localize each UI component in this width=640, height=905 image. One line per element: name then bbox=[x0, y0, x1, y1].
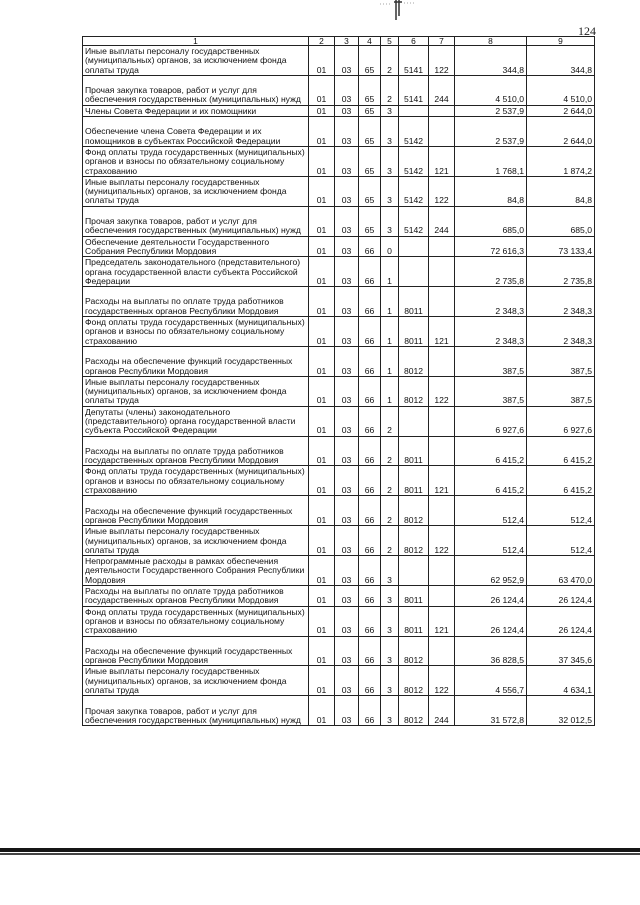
cell-col-5: 1 bbox=[381, 287, 399, 317]
cell-col-5: 2 bbox=[381, 75, 399, 105]
cell-col-9: 2 644,0 bbox=[527, 117, 595, 147]
cell-col-3: 03 bbox=[335, 176, 359, 206]
cell-col-7 bbox=[429, 636, 455, 666]
table-row bbox=[83, 146, 595, 176]
row-description: Расходы на выплаты по оплате труда работников государственных органов Республики Мордовия bbox=[83, 436, 309, 466]
cell-col-3: 03 bbox=[335, 75, 359, 105]
cell-col-9: 387,5 bbox=[527, 376, 595, 406]
cell-col-3: 03 bbox=[335, 146, 359, 176]
table-row bbox=[83, 105, 595, 116]
row-description: Председатель законодательного (представительного) органа государственной власти субъекта Российской Федерации bbox=[83, 257, 309, 287]
cell-col-8: 2 537,9 bbox=[455, 105, 527, 116]
cell-col-2: 01 bbox=[309, 146, 335, 176]
cell-col-3: 03 bbox=[335, 556, 359, 586]
col-header-3: 3 bbox=[335, 37, 359, 46]
cell-col-8: 2 537,9 bbox=[455, 117, 527, 147]
cell-col-8: 4 556,7 bbox=[455, 666, 527, 696]
cell-col-9: 37 345,6 bbox=[527, 636, 595, 666]
cell-col-2: 01 bbox=[309, 75, 335, 105]
cell-col-5: 3 bbox=[381, 206, 399, 236]
cell-col-7: 244 bbox=[429, 75, 455, 105]
cell-col-4: 66 bbox=[359, 636, 381, 666]
cell-col-5: 0 bbox=[381, 236, 399, 257]
cell-col-8: 4 510,0 bbox=[455, 75, 527, 105]
cell-col-6: 5142 bbox=[399, 117, 429, 147]
cell-col-9: 26 124,4 bbox=[527, 606, 595, 636]
table-row bbox=[83, 606, 595, 636]
row-description: Иные выплаты персоналу государственных (муниципальных) органов, за исключением фонда оплаты труда bbox=[83, 526, 309, 556]
cell-col-2: 01 bbox=[309, 176, 335, 206]
row-description: Обеспечение деятельности Государственного Собрания Республики Мордовия bbox=[83, 236, 309, 257]
table-row bbox=[83, 496, 595, 526]
cell-col-3: 03 bbox=[335, 236, 359, 257]
cell-col-8: 2 348,3 bbox=[455, 317, 527, 347]
cell-col-6: 5141 bbox=[399, 46, 429, 76]
table-row bbox=[83, 346, 595, 376]
cell-col-5: 3 bbox=[381, 105, 399, 116]
cell-col-9: 2 644,0 bbox=[527, 105, 595, 116]
table-row bbox=[83, 46, 595, 76]
row-description: Иные выплаты персоналу государственных (муниципальных) органов, за исключением фонда оплаты труда bbox=[83, 176, 309, 206]
cell-col-4: 65 bbox=[359, 105, 381, 116]
table-row bbox=[83, 206, 595, 236]
table-row bbox=[83, 117, 595, 147]
cell-col-7: 122 bbox=[429, 526, 455, 556]
row-description: Фонд оплаты труда государственных (муниципальных) органов и взносы по обязательному социальному страхованию bbox=[83, 146, 309, 176]
cell-col-5: 2 bbox=[381, 496, 399, 526]
cell-col-8: 6 927,6 bbox=[455, 406, 527, 436]
row-description: Члены Совета Федерации и их помощники bbox=[83, 105, 309, 116]
cell-col-6 bbox=[399, 406, 429, 436]
row-description: Депутаты (члены) законодательного (представительного) органа государственной власти субъекта Российской Федерации bbox=[83, 406, 309, 436]
cell-col-2: 01 bbox=[309, 376, 335, 406]
cell-col-4: 66 bbox=[359, 287, 381, 317]
cell-col-7 bbox=[429, 406, 455, 436]
cell-col-4: 65 bbox=[359, 206, 381, 236]
cell-col-2: 01 bbox=[309, 696, 335, 726]
row-description: Прочая закупка товаров, работ и услуг для обеспечения государственных (муниципальных) нужд bbox=[83, 75, 309, 105]
cell-col-6: 8011 bbox=[399, 586, 429, 607]
cell-col-6: 8011 bbox=[399, 436, 429, 466]
cell-col-7: 121 bbox=[429, 466, 455, 496]
cell-col-6: 8011 bbox=[399, 466, 429, 496]
cell-col-7 bbox=[429, 346, 455, 376]
cell-col-7: 244 bbox=[429, 206, 455, 236]
cell-col-6: 5142 bbox=[399, 206, 429, 236]
cell-col-6: 8012 bbox=[399, 636, 429, 666]
cell-col-3: 03 bbox=[335, 466, 359, 496]
row-description: Расходы на обеспечение функций государственных органов Республики Мордовия bbox=[83, 636, 309, 666]
cell-col-2: 01 bbox=[309, 606, 335, 636]
row-description: Расходы на обеспечение функций государственных органов Республики Мордовия bbox=[83, 346, 309, 376]
cell-col-7 bbox=[429, 496, 455, 526]
cell-col-4: 66 bbox=[359, 526, 381, 556]
cell-col-5: 2 bbox=[381, 406, 399, 436]
cell-col-7: 244 bbox=[429, 696, 455, 726]
budget-table-body bbox=[83, 46, 595, 726]
cell-col-3: 03 bbox=[335, 376, 359, 406]
cell-col-6 bbox=[399, 257, 429, 287]
cell-col-2: 01 bbox=[309, 46, 335, 76]
cell-col-5: 3 bbox=[381, 636, 399, 666]
cell-col-2: 01 bbox=[309, 236, 335, 257]
col-header-7: 7 bbox=[429, 37, 455, 46]
cell-col-6 bbox=[399, 105, 429, 116]
cell-col-5: 2 bbox=[381, 436, 399, 466]
cell-col-9: 4 634,1 bbox=[527, 666, 595, 696]
row-description: Непрограммные расходы в рамках обеспечения деятельности Государственного Собрания Республики Мордовия bbox=[83, 556, 309, 586]
cell-col-2: 01 bbox=[309, 206, 335, 236]
cell-col-6: 5142 bbox=[399, 146, 429, 176]
cell-col-4: 66 bbox=[359, 236, 381, 257]
table-row bbox=[83, 75, 595, 105]
col-header-6: 6 bbox=[399, 37, 429, 46]
cell-col-9: 344,8 bbox=[527, 46, 595, 76]
cell-col-8: 2 348,3 bbox=[455, 287, 527, 317]
page-number: 124 bbox=[578, 24, 596, 38]
cell-col-5: 3 bbox=[381, 146, 399, 176]
row-description: Прочая закупка товаров, работ и услуг для обеспечения государственных (муниципальных) нужд bbox=[83, 206, 309, 236]
cell-col-2: 01 bbox=[309, 257, 335, 287]
scan-artifact-mark bbox=[380, 0, 416, 22]
col-header-2: 2 bbox=[309, 37, 335, 46]
cell-col-3: 03 bbox=[335, 46, 359, 76]
row-description: Фонд оплаты труда государственных (муниципальных) органов и взносы по обязательному социальному страхованию bbox=[83, 606, 309, 636]
cell-col-7 bbox=[429, 287, 455, 317]
cell-col-6: 5142 bbox=[399, 176, 429, 206]
row-description: Расходы на выплаты по оплате труда работников государственных органов Республики Мордовия bbox=[83, 287, 309, 317]
row-description: Иные выплаты персоналу государственных (муниципальных) органов, за исключением фонда оплаты труда bbox=[83, 666, 309, 696]
budget-table bbox=[82, 36, 595, 726]
cell-col-2: 01 bbox=[309, 586, 335, 607]
cell-col-4: 66 bbox=[359, 466, 381, 496]
col-header-9: 9 bbox=[527, 37, 595, 46]
cell-col-8: 344,8 bbox=[455, 46, 527, 76]
cell-col-8: 6 415,2 bbox=[455, 466, 527, 496]
cell-col-9: 2 348,3 bbox=[527, 287, 595, 317]
cell-col-3: 03 bbox=[335, 406, 359, 436]
cell-col-7: 121 bbox=[429, 606, 455, 636]
cell-col-5: 1 bbox=[381, 376, 399, 406]
cell-col-3: 03 bbox=[335, 105, 359, 116]
cell-col-3: 03 bbox=[335, 317, 359, 347]
cell-col-6: 8012 bbox=[399, 376, 429, 406]
cell-col-9: 6 927,6 bbox=[527, 406, 595, 436]
row-description: Обеспечение члена Совета Федерации и их помощников в субъектах Российской Федерации bbox=[83, 117, 309, 147]
row-description: Фонд оплаты труда государственных (муниципальных) органов и взносы по обязательному социальному страхованию bbox=[83, 317, 309, 347]
table-row bbox=[83, 466, 595, 496]
cell-col-5: 1 bbox=[381, 346, 399, 376]
cell-col-6: 8011 bbox=[399, 317, 429, 347]
cell-col-6: 8012 bbox=[399, 526, 429, 556]
bottom-scan-border bbox=[0, 848, 640, 852]
table-row bbox=[83, 556, 595, 586]
cell-col-4: 66 bbox=[359, 436, 381, 466]
cell-col-2: 01 bbox=[309, 346, 335, 376]
cell-col-8: 84,8 bbox=[455, 176, 527, 206]
col-header-4: 4 bbox=[359, 37, 381, 46]
cell-col-3: 03 bbox=[335, 586, 359, 607]
cell-col-7: 122 bbox=[429, 666, 455, 696]
cell-col-4: 66 bbox=[359, 317, 381, 347]
cell-col-3: 03 bbox=[335, 346, 359, 376]
cell-col-8: 36 828,5 bbox=[455, 636, 527, 666]
cell-col-2: 01 bbox=[309, 496, 335, 526]
cell-col-2: 01 bbox=[309, 287, 335, 317]
cell-col-3: 03 bbox=[335, 526, 359, 556]
cell-col-7 bbox=[429, 586, 455, 607]
cell-col-7: 121 bbox=[429, 146, 455, 176]
cell-col-8: 1 768,1 bbox=[455, 146, 527, 176]
cell-col-5: 3 bbox=[381, 606, 399, 636]
cell-col-6: 5141 bbox=[399, 75, 429, 105]
cell-col-2: 01 bbox=[309, 636, 335, 666]
bottom-scan-border-secondary bbox=[0, 853, 640, 855]
row-description: Иные выплаты персоналу государственных (муниципальных) органов, за исключением фонда оплаты труда bbox=[83, 46, 309, 76]
cell-col-6 bbox=[399, 236, 429, 257]
cell-col-7 bbox=[429, 257, 455, 287]
cell-col-4: 66 bbox=[359, 696, 381, 726]
cell-col-5: 3 bbox=[381, 586, 399, 607]
cell-col-9: 2 735,8 bbox=[527, 257, 595, 287]
cell-col-9: 2 348,3 bbox=[527, 317, 595, 347]
cell-col-4: 65 bbox=[359, 176, 381, 206]
cell-col-7: 122 bbox=[429, 376, 455, 406]
cell-col-7 bbox=[429, 117, 455, 147]
cell-col-2: 01 bbox=[309, 406, 335, 436]
row-description: Расходы на обеспечение функций государственных органов Республики Мордовия bbox=[83, 496, 309, 526]
cell-col-8: 26 124,4 bbox=[455, 606, 527, 636]
cell-col-3: 03 bbox=[335, 606, 359, 636]
cell-col-9: 387,5 bbox=[527, 346, 595, 376]
cell-col-5: 3 bbox=[381, 556, 399, 586]
cell-col-4: 65 bbox=[359, 75, 381, 105]
cell-col-9: 32 012,5 bbox=[527, 696, 595, 726]
cell-col-2: 01 bbox=[309, 466, 335, 496]
cell-col-5: 2 bbox=[381, 466, 399, 496]
col-header-5: 5 bbox=[381, 37, 399, 46]
cell-col-5: 3 bbox=[381, 176, 399, 206]
cell-col-3: 03 bbox=[335, 257, 359, 287]
cell-col-9: 73 133,4 bbox=[527, 236, 595, 257]
table-row bbox=[83, 526, 595, 556]
cell-col-7 bbox=[429, 556, 455, 586]
cell-col-6: 8011 bbox=[399, 287, 429, 317]
cell-col-2: 01 bbox=[309, 556, 335, 586]
cell-col-6: 8012 bbox=[399, 496, 429, 526]
cell-col-8: 26 124,4 bbox=[455, 586, 527, 607]
table-row bbox=[83, 376, 595, 406]
cell-col-8: 512,4 bbox=[455, 496, 527, 526]
table-row bbox=[83, 317, 595, 347]
cell-col-9: 63 470,0 bbox=[527, 556, 595, 586]
cell-col-7: 122 bbox=[429, 46, 455, 76]
cell-col-2: 01 bbox=[309, 436, 335, 466]
cell-col-2: 01 bbox=[309, 317, 335, 347]
cell-col-2: 01 bbox=[309, 105, 335, 116]
table-row bbox=[83, 257, 595, 287]
row-description: Фонд оплаты труда государственных (муниципальных) органов и взносы по обязательному социальному страхованию bbox=[83, 466, 309, 496]
cell-col-5: 2 bbox=[381, 526, 399, 556]
cell-col-5: 1 bbox=[381, 257, 399, 287]
cell-col-4: 65 bbox=[359, 146, 381, 176]
cell-col-6: 8012 bbox=[399, 696, 429, 726]
cell-col-4: 66 bbox=[359, 556, 381, 586]
cell-col-4: 66 bbox=[359, 346, 381, 376]
col-header-8: 8 bbox=[455, 37, 527, 46]
cell-col-5: 2 bbox=[381, 46, 399, 76]
cell-col-9: 512,4 bbox=[527, 526, 595, 556]
cell-col-9: 26 124,4 bbox=[527, 586, 595, 607]
cell-col-8: 2 735,8 bbox=[455, 257, 527, 287]
row-description: Иные выплаты персоналу государственных (муниципальных) органов, за исключением фонда оплаты труда bbox=[83, 376, 309, 406]
cell-col-9: 512,4 bbox=[527, 496, 595, 526]
cell-col-9: 4 510,0 bbox=[527, 75, 595, 105]
cell-col-4: 66 bbox=[359, 606, 381, 636]
table-row bbox=[83, 666, 595, 696]
cell-col-9: 84,8 bbox=[527, 176, 595, 206]
cell-col-5: 1 bbox=[381, 317, 399, 347]
cell-col-7: 122 bbox=[429, 176, 455, 206]
row-description: Прочая закупка товаров, работ и услуг для обеспечения государственных (муниципальных) нужд bbox=[83, 696, 309, 726]
cell-col-5: 3 bbox=[381, 117, 399, 147]
cell-col-9: 6 415,2 bbox=[527, 466, 595, 496]
table-row bbox=[83, 636, 595, 666]
cell-col-3: 03 bbox=[335, 287, 359, 317]
cell-col-3: 03 bbox=[335, 666, 359, 696]
cell-col-3: 03 bbox=[335, 117, 359, 147]
cell-col-4: 66 bbox=[359, 257, 381, 287]
cell-col-8: 685,0 bbox=[455, 206, 527, 236]
cell-col-2: 01 bbox=[309, 117, 335, 147]
cell-col-7 bbox=[429, 236, 455, 257]
cell-col-8: 31 572,8 bbox=[455, 696, 527, 726]
row-description: Расходы на выплаты по оплате труда работников государственных органов Республики Мордовия bbox=[83, 586, 309, 607]
cell-col-2: 01 bbox=[309, 666, 335, 696]
table-row bbox=[83, 406, 595, 436]
cell-col-5: 3 bbox=[381, 696, 399, 726]
cell-col-4: 65 bbox=[359, 46, 381, 76]
cell-col-8: 6 415,2 bbox=[455, 436, 527, 466]
cell-col-4: 66 bbox=[359, 666, 381, 696]
cell-col-8: 62 952,9 bbox=[455, 556, 527, 586]
cell-col-4: 66 bbox=[359, 586, 381, 607]
cell-col-4: 65 bbox=[359, 117, 381, 147]
cell-col-2: 01 bbox=[309, 526, 335, 556]
cell-col-3: 03 bbox=[335, 696, 359, 726]
cell-col-9: 6 415,2 bbox=[527, 436, 595, 466]
cell-col-7 bbox=[429, 436, 455, 466]
cell-col-5: 3 bbox=[381, 666, 399, 696]
col-header-1: 1 bbox=[83, 37, 309, 46]
cell-col-6: 8012 bbox=[399, 346, 429, 376]
cell-col-4: 66 bbox=[359, 496, 381, 526]
cell-col-6: 8012 bbox=[399, 666, 429, 696]
cell-col-7: 121 bbox=[429, 317, 455, 347]
table-row bbox=[83, 287, 595, 317]
cell-col-8: 387,5 bbox=[455, 376, 527, 406]
table-row bbox=[83, 176, 595, 206]
cell-col-4: 66 bbox=[359, 376, 381, 406]
table-row bbox=[83, 696, 595, 726]
cell-col-6: 8011 bbox=[399, 606, 429, 636]
cell-col-3: 03 bbox=[335, 636, 359, 666]
table-row bbox=[83, 586, 595, 607]
cell-col-7 bbox=[429, 105, 455, 116]
cell-col-6 bbox=[399, 556, 429, 586]
cell-col-8: 387,5 bbox=[455, 346, 527, 376]
cell-col-3: 03 bbox=[335, 206, 359, 236]
header-row bbox=[83, 37, 595, 46]
cell-col-9: 685,0 bbox=[527, 206, 595, 236]
cell-col-3: 03 bbox=[335, 496, 359, 526]
cell-col-8: 72 616,3 bbox=[455, 236, 527, 257]
cell-col-4: 66 bbox=[359, 406, 381, 436]
table-row bbox=[83, 236, 595, 257]
cell-col-3: 03 bbox=[335, 436, 359, 466]
table-row bbox=[83, 436, 595, 466]
cell-col-9: 1 874,2 bbox=[527, 146, 595, 176]
cell-col-8: 512,4 bbox=[455, 526, 527, 556]
